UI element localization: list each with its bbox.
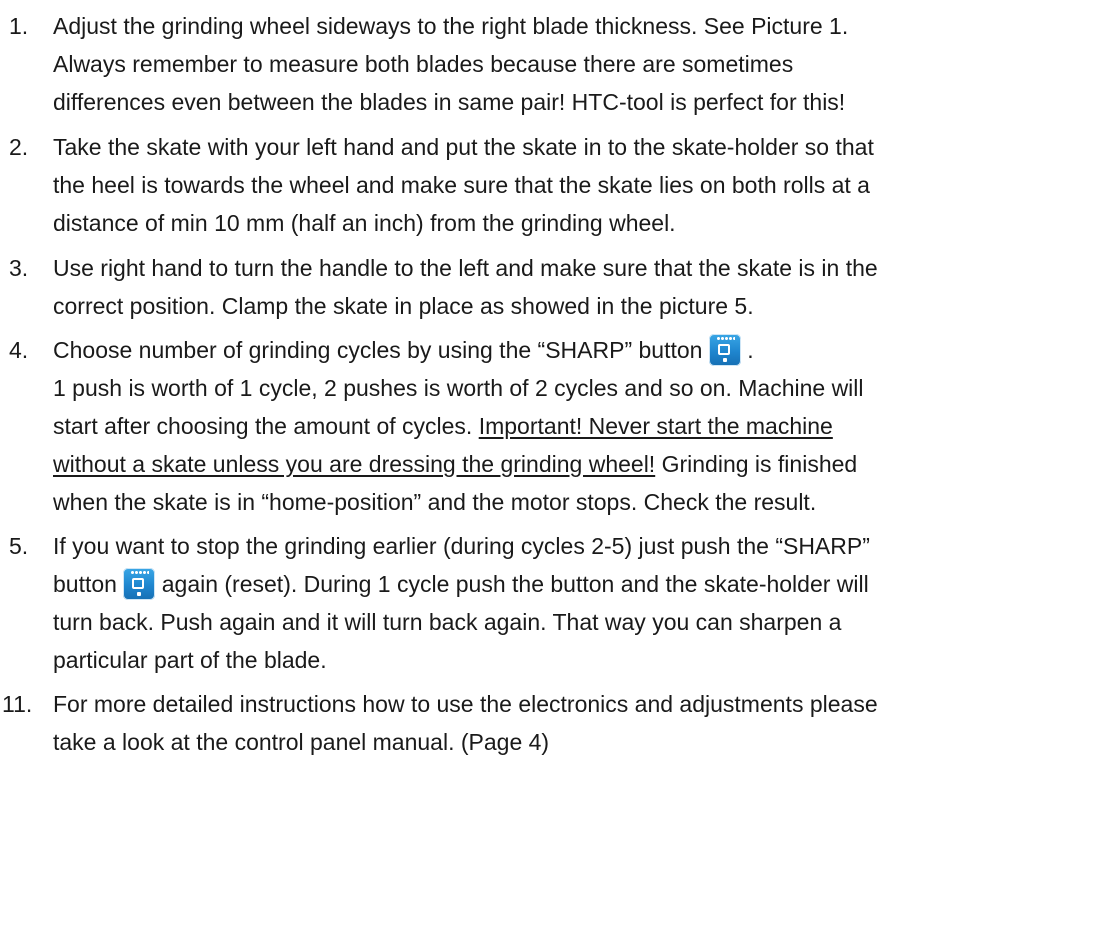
text-fragment: Choose number of grinding cycles by using the “SHARP” button — [53, 337, 703, 363]
text-line: Adjust the grinding wheel sideways to the right blade thickness. See Picture 1. — [53, 13, 849, 39]
list-number: 11. — [2, 691, 33, 717]
text-line: take a look at the control panel manual. (Page 4) — [53, 729, 550, 755]
list-number: 3. — [9, 255, 29, 281]
text-line: Always remember to measure both blades because there are sometimes — [53, 51, 794, 77]
indicator-dots — [717, 337, 735, 340]
foot-glyph — [723, 358, 727, 362]
list-number: 5. — [9, 533, 29, 559]
text-fragment: button — [53, 571, 117, 597]
text-line: 1 push is worth of 1 cycle, 2 pushes is worth of 2 cycles and so on. Machine will — [53, 375, 864, 401]
text-line: Take the skate with your left hand and put the skate in to the skate-holder so that — [53, 134, 874, 160]
square-glyph — [718, 344, 730, 355]
text-line: For more detailed instructions how to use the electronics and adjustments please — [53, 691, 878, 717]
list-number: 1. — [9, 13, 29, 39]
text-line: correct position. Clamp the skate in place as showed in the picture 5. — [53, 293, 754, 319]
text-line: when the skate is in “home-position” and the motor stops. Check the result. — [53, 489, 817, 515]
warning-underlined: without a skate unless you are dressing the grinding wheel! — [53, 451, 656, 477]
text-line: differences even between the blades in same pair! HTC-tool is perfect for this! — [53, 89, 846, 115]
text-fragment: again (reset). During 1 cycle push the button and the skate-holder will — [161, 571, 869, 597]
foot-glyph — [137, 592, 141, 596]
text-fragment: . — [747, 337, 754, 363]
list-number: 4. — [9, 337, 29, 363]
text-line: Use right hand to turn the handle to the left and make sure that the skate is in the — [53, 255, 878, 281]
sharp-button-icon — [709, 334, 741, 366]
indicator-dots — [131, 571, 149, 574]
text-line: If you want to stop the grinding earlier (during cycles 2-5) just push the “SHARP” — [53, 533, 870, 559]
text-line: distance of min 10 mm (half an inch) from the grinding wheel. — [53, 210, 676, 236]
text-fragment: start after choosing the amount of cycles. — [53, 413, 473, 439]
text-line — [53, 568, 869, 600]
text-line: particular part of the blade. — [53, 647, 327, 673]
text-fragment: Grinding is finished — [661, 451, 858, 477]
list-number: 2. — [9, 134, 29, 160]
sharp-button-icon — [123, 568, 155, 600]
square-glyph — [132, 578, 144, 589]
text-line: turn back. Push again and it will turn back again. That way you can sharpen a — [53, 609, 842, 635]
text-line — [53, 448, 857, 480]
text-line: the heel is towards the wheel and make sure that the skate lies on both rolls at a — [53, 172, 870, 198]
text-line — [53, 410, 833, 442]
text-line — [53, 334, 754, 366]
warning-underlined: Important! Never start the machine — [478, 413, 833, 439]
